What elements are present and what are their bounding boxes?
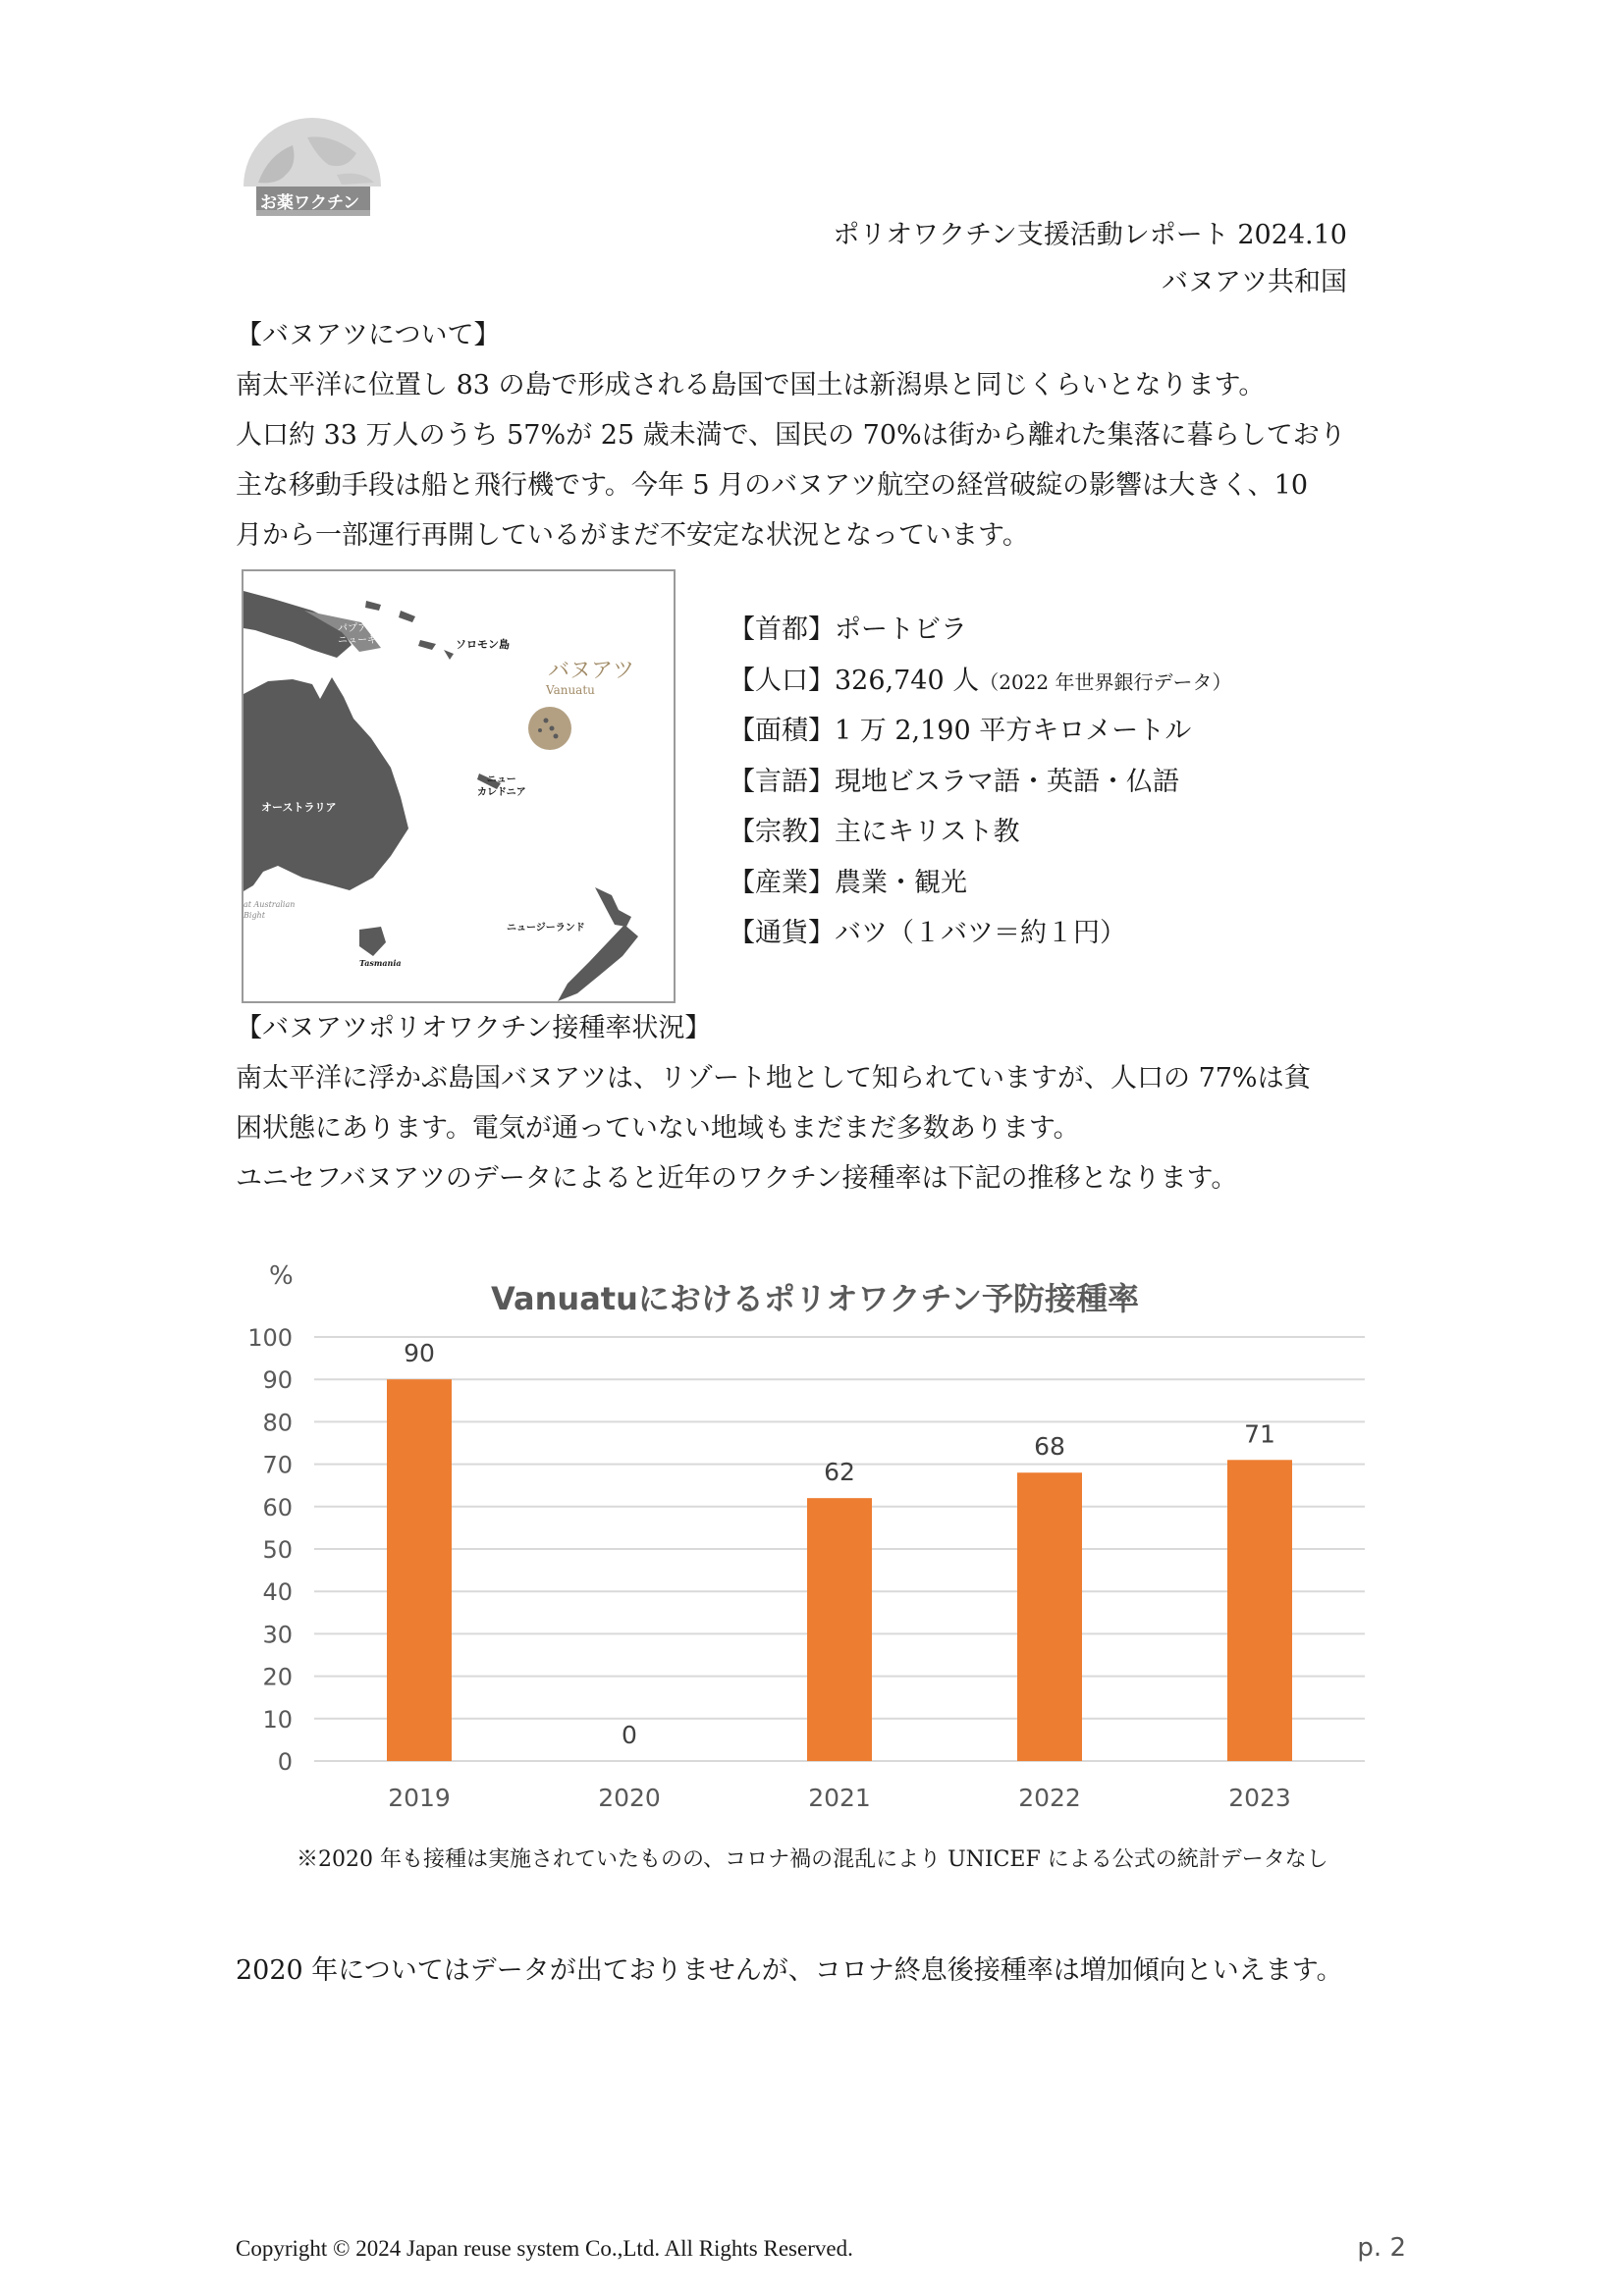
bar [807, 1498, 872, 1761]
company-logo [239, 116, 386, 226]
fact-value: 現地ビスラマ語・英語・仏語 [835, 766, 1179, 797]
bar [387, 1379, 452, 1761]
country-facts [729, 606, 1232, 960]
section-about-vanuatu [236, 310, 1414, 561]
paragraph-line: ユニセフバヌアツのデータによると近年のワクチン接種率は下記の推移となります。 [236, 1163, 1238, 1194]
paragraph-line: 南太平洋に浮かぶ島国バヌアツは、リゾート地として知られていますが、人口の 77%は貧 [236, 1063, 1311, 1094]
data-label: 62 [824, 1458, 855, 1487]
map-label-solomon: ソロモン島 [456, 638, 510, 651]
data-label: 71 [1244, 1419, 1275, 1449]
paragraph-line: 困状態にあります。電気が通っていない地域もまだまだ多数あります。 [236, 1113, 1080, 1144]
map-label-tasmania: Tasmania [359, 958, 402, 968]
fact-key: 【面積】 [729, 716, 835, 746]
vaccination-rate-chart [236, 1239, 1394, 1828]
x-tick-label: 2020 [598, 1784, 661, 1812]
fact-value: 1 万 2,190 平方キロメートル [835, 716, 1192, 746]
map-nz-north-shape [595, 887, 631, 927]
map-label-vanuatu-jp: バヌアツ [548, 659, 635, 683]
region-map [242, 569, 676, 1003]
y-tick-label: 80 [262, 1409, 293, 1437]
y-tick-label: 60 [262, 1493, 293, 1522]
fact-key: 【通貨】 [729, 918, 835, 948]
chart-footnote: ※2020 年も接種は実施されていたものの、コロナ禍の混乱により UNICEF による公式の統計データなし [297, 1847, 1328, 1872]
fact-key: 【首都】 [729, 614, 835, 645]
fact-row [729, 657, 1232, 708]
report-title: ポリオワクチン支援活動レポート 2024.10 [833, 220, 1347, 250]
section-heading: 【バヌアツポリオワクチン接種率状況】 [236, 1013, 712, 1043]
paragraph-line: 月から一部運行再開しているがまだ不安定な状況となっています。 [236, 520, 1029, 551]
paragraph-line: 南太平洋に位置し 83 の島で形成される島国で国土は新潟県と同じくらいとなります。 [236, 370, 1266, 400]
x-tick-label: 2019 [388, 1784, 451, 1812]
fact-key: 【人口】 [729, 665, 835, 696]
y-tick-label: 100 [247, 1324, 293, 1352]
fact-value: 農業・観光 [835, 867, 967, 898]
paragraph-line: 人口約 33 万人のうち 57%が 25 歳未満で、国民の 70%は街から離れた集落に暮らしており [236, 420, 1346, 451]
fact-note: （2022 年世界銀行データ） [979, 669, 1232, 694]
y-tick-label: 50 [262, 1536, 293, 1564]
paragraph-line: 主な移動手段は船と飛行機です。今年 5 月のバヌアツ航空の経営破綻の影響は大きく、10 [236, 470, 1308, 501]
fact-value: バツ（１バツ＝約１円） [835, 918, 1126, 948]
conclusion-text: 2020 年についてはデータが出ておりませんが、コロナ終息後接種率は増加傾向といえます。 [236, 1955, 1343, 1986]
y-tick-label: 30 [262, 1621, 293, 1649]
y-tick-label: 10 [262, 1705, 293, 1734]
y-axis-unit: % [269, 1261, 294, 1291]
y-tick-label: 40 [262, 1578, 293, 1607]
chart-title: Vanuatuにおけるポリオワクチン予防接種率 [491, 1280, 1139, 1317]
fact-key: 【言語】 [729, 766, 835, 797]
fact-value: ポートビラ [835, 614, 967, 645]
fact-value: 326,740 人 [835, 665, 980, 696]
country-name: バヌアツ共和国 [1162, 267, 1347, 297]
section-vaccination-status [236, 1003, 1414, 1203]
map-label-bight: at Australian Bight [244, 900, 296, 920]
bar [1017, 1472, 1082, 1761]
bar [1227, 1460, 1292, 1761]
fact-row [729, 859, 1232, 910]
logo-text: お薬ワクチン [260, 193, 360, 213]
map-nz-south-shape [558, 925, 638, 1001]
bar-chart-svg [236, 1239, 1394, 1828]
map-label-new-zealand: ニュージーランド [507, 923, 585, 934]
map-label-new-caledonia: ニュー カレドニア [477, 774, 526, 798]
x-tick-label: 2021 [808, 1784, 871, 1812]
fact-row [729, 707, 1232, 758]
fact-row [729, 606, 1232, 657]
map-label-australia: オーストラリア [261, 801, 337, 814]
map-australia-shape [244, 677, 408, 891]
x-tick-label: 2022 [1018, 1784, 1081, 1812]
fact-key: 【宗教】 [729, 817, 835, 847]
data-label: 0 [622, 1721, 637, 1749]
fact-row [729, 909, 1232, 960]
data-label: 90 [404, 1339, 435, 1368]
fact-row [729, 808, 1232, 859]
fact-value: 主にキリスト教 [835, 817, 1020, 847]
x-tick-label: 2023 [1228, 1784, 1291, 1812]
y-tick-label: 0 [277, 1748, 293, 1776]
section-heading: 【バヌアツについて】 [236, 320, 501, 350]
page-number: p. 2 [1357, 2233, 1406, 2263]
y-tick-label: 20 [262, 1663, 293, 1691]
map-label-vanuatu-en: Vanuatu [546, 683, 595, 697]
y-tick-label: 90 [262, 1366, 293, 1395]
fact-row [729, 758, 1232, 809]
y-tick-label: 70 [262, 1451, 293, 1479]
map-tasmania-shape [359, 927, 386, 956]
footer-copyright: Copyright © 2024 Japan reuse system Co.,Ltd. All Rights Reserved. [236, 2236, 853, 2261]
data-label: 68 [1034, 1432, 1065, 1462]
map-label-png: パプア ニューギニア [338, 623, 397, 646]
fact-key: 【産業】 [729, 867, 835, 898]
